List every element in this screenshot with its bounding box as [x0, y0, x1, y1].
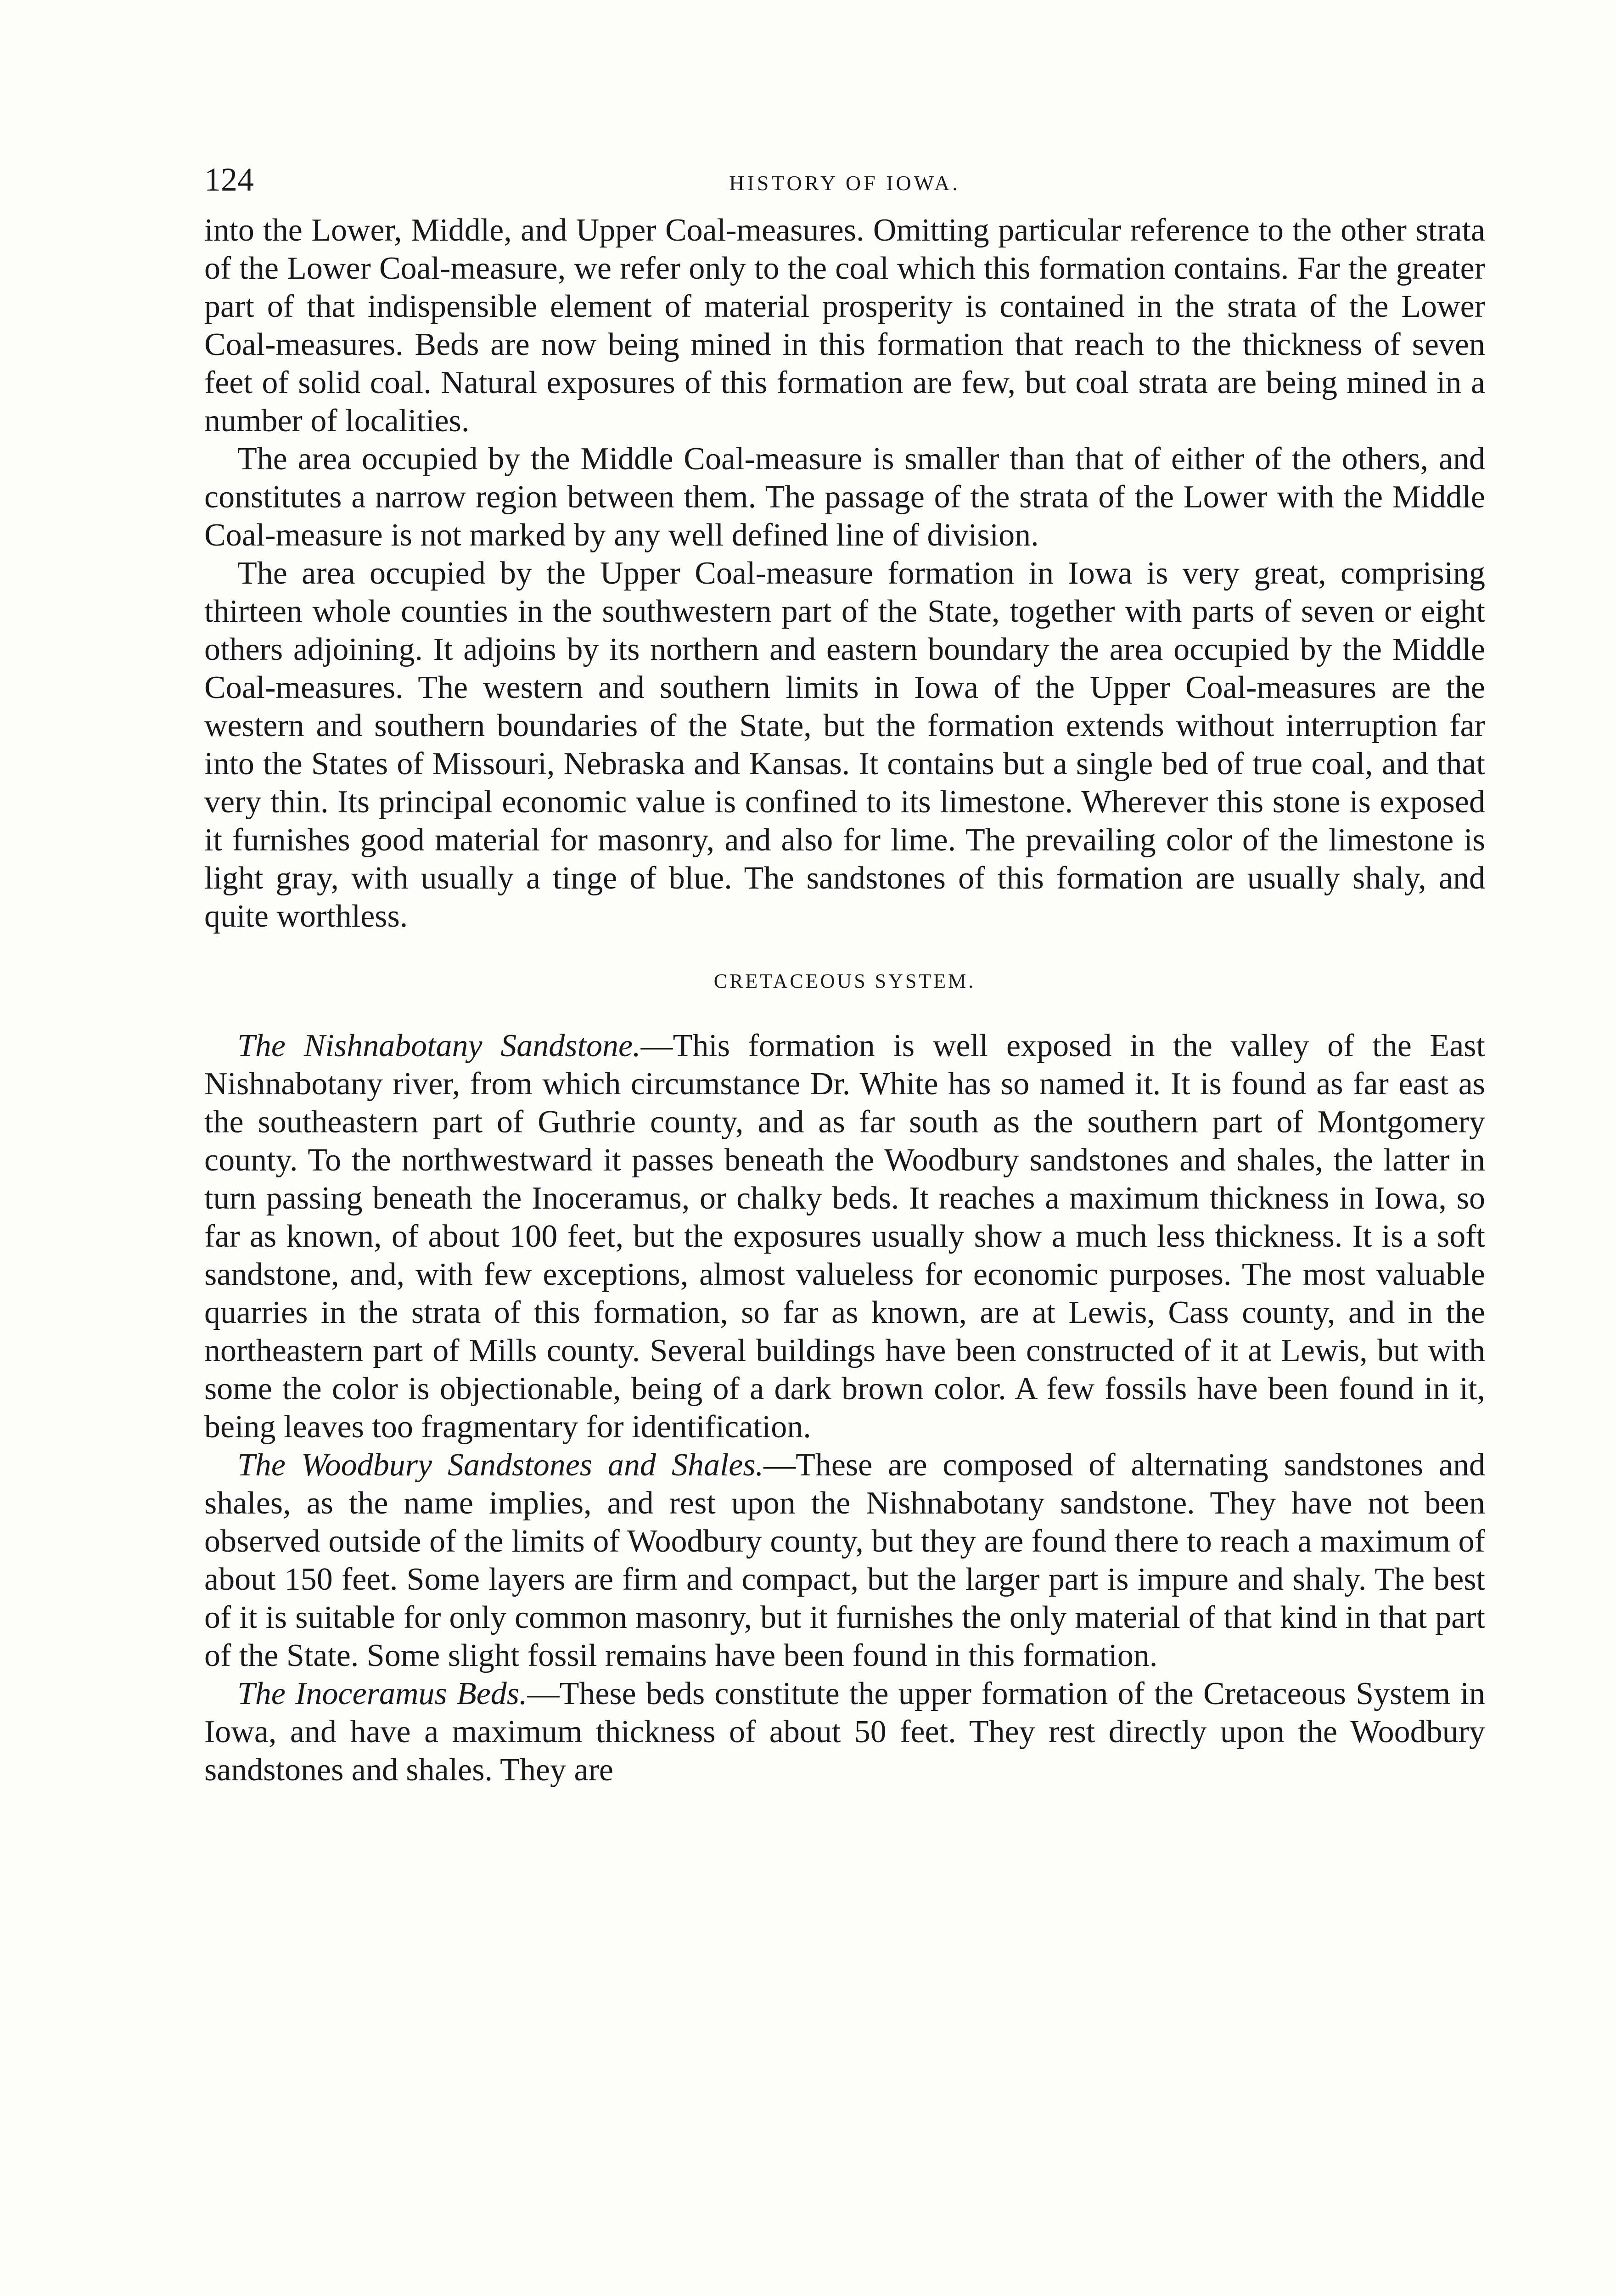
paragraph-woodbury — [204, 1446, 1485, 1675]
paragraph-text: —This formation is well exposed in the valley of the East Nishnabotany river, from which circumstance Dr. White has so named it. It is found as far east as the southeastern part of Guthrie county, and as far south as the southern part of Montgomery county. To the northwestward it passes beneath the Woodbury sandstones and shales, the latter in turn passing beneath the Inoceramus, or chalky beds. It reaches a maximum thickness in Iowa, so far as known, of about 100 feet, but the exposures usually show a much less thickness. It is a soft sandstone, and, with few exceptions, almost valueless for economic purposes. The most valuable quarries in the strata of this formation, so far as known, are at Lewis, Cass county, and in the northeastern part of Mills county. Several buildings have been constructed of it at Lewis, but with some the color is objectionable, being of a dark brown color. A few fossils have been found in it, being leaves too fragmentary for identification. — [204, 1028, 1485, 1445]
paragraph-middle-coal-measure: The area occupied by the Middle Coal-measure is smaller than that of either of the others, and constitutes a narrow region between them. The passage of the strata of the Lower with the Middle Coal-measure is not marked by any well defined line of division. — [204, 441, 1485, 553]
body-text — [204, 211, 1485, 1789]
paragraph-nishnabotany — [204, 1027, 1485, 1446]
paragraph-coal-measures: into the Lower, Middle, and Upper Coal-measures. Omitting particular reference to the other strata of the Lower Coal-measure, we refer only to the coal which this formation contains. Far the greater part of that indispensible element of material prosperity is contained in the strata of the Lower Coal-measures. Beds are now being mined in this formation that reach to the thickness of seven feet of solid coal. Natural exposures of this formation are few, but coal strata are being mined in a number of localities. — [204, 213, 1485, 439]
page-number: 124 — [204, 161, 254, 198]
paragraph-inoceramus — [204, 1675, 1485, 1789]
paragraph-text: —These are composed of alternating sandstones and shales, as the name implies, and rest upon the Nishnabotany sandstone. They have not been observed outside of the limits of Woodbury county, but they are found there to reach a maximum of about 150 feet. Some layers are firm and compact, but the larger part is impure and shaly. The best of it is suitable for only common masonry, but it furnishes the only material of that kind in that part of the State. Some slight fossil remains have been found in this formation. — [204, 1447, 1485, 1673]
paragraph-text: —These beds constitute the upper formation of the Cretaceous System in Iowa, and have a maximum thickness of about 50 feet. They rest directly upon the Woodbury sandstones and shales. They are — [204, 1676, 1485, 1788]
running-head — [204, 161, 1485, 211]
book-page — [204, 161, 1485, 1789]
section-heading: CRETACEOUS SYSTEM. — [713, 970, 976, 992]
paragraph-upper-coal-measure: The area occupied by the Upper Coal-measure formation in Iowa is very great, comprising thirteen whole counties in the southwestern part of the State, together with parts of seven or eight others adjoining. It adjoins by its northern and eastern boundary the area occupied by the Middle Coal-measures. The western and southern limits in Iowa of the Upper Coal-measures are the western and southern boundaries of the State, but the formation extends without interruption far into the States of Missouri, Nebraska and Kansas. It contains but a single bed of true coal, and that very thin. Its principal economic value is confined to its limestone. Wherever this stone is exposed it furnishes good material for masonry, and also for lime. The prevailing color of the limestone is light gray, with usually a tinge of blue. The sandstones of this formation are usually shaly, and quite worthless. — [204, 556, 1485, 934]
paragraph-lead: The Nishnabotany Sandstone. — [237, 1028, 641, 1064]
running-title: HISTORY OF IOWA. — [729, 171, 960, 195]
paragraph-lead: The Woodbury Sandstones and Shales. — [237, 1447, 764, 1483]
paragraph-lead: The Inoceramus Beds. — [237, 1676, 527, 1711]
